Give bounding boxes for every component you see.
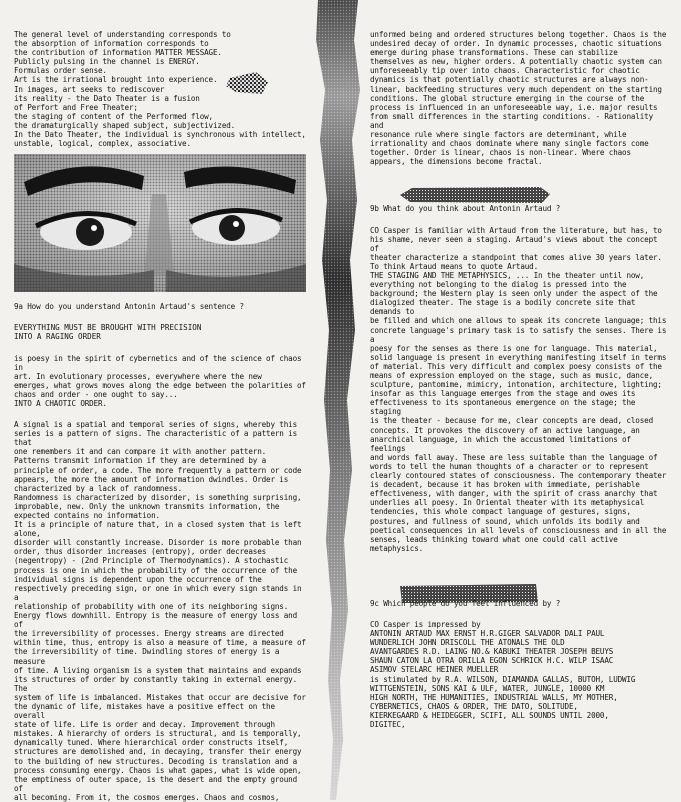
artaud-quote: EVERYTHING MUST BE BROUGHT WITH PRECISION INTO A RAGING ORDER xyxy=(14,323,202,342)
right-column xyxy=(370,30,670,729)
chaos-paragraph: unformed being and ordered structures belong together. Chaos is the undesired decay of order. In dynamic processes, chaotic situations emerge during phase transformations. These can stabilize themselves as new, higher orders. A potentially chaotic system can unforeseeably tip over into chaos. Characteristic for chaotic dynamics is that potentially chaotic structures are always non- linear, backfeeding structures very much dependent on the starting conditions. The global structure emerging in the course of the process is influenced in an unforeseeable way, i.e. major results from small differences in the starting conditions. - Rationality and resonance rule where single factors are determinant, while irrationality and chaos dominate where many single factors come together. Order is linear, chaos is non-linear. Where chaos appears, the dimensions become fractal. xyxy=(370,30,667,167)
influence-names: ANTONIN ARTAUD MAX ERNST H.R.GIGER SALVADOR DALI PAUL WUNDERLICH JOHN DRISCOLL THE ATONALS THE OLD AVANTGARDES R.D. LAING NO.& KABUKI THEATER JOSEPH BEUYS SHAUN CATON LA OTRA ORILLA EGON SCHRICK H.C. WILP ISAAC ASIMOV STELARC HEINER MUELLER xyxy=(370,629,614,675)
answer-9a: is poesy in the spirit of cybernetics and of the science of chaos in art. In evolutionary processes, everywhere where the new emerges, what grows moves along the edge between the polarities of chaos and order - one ought to say... INTO A CHAOTIC ORDER. xyxy=(14,353,306,408)
torn-paper-strip xyxy=(300,0,376,800)
eyes-photo xyxy=(14,154,306,292)
left-column xyxy=(14,30,306,802)
question-9c: 9c Which people do you feel influenced by ? xyxy=(370,598,561,608)
question-9a: 9a How do you understand Antonin Artaud's sentence ? xyxy=(14,302,244,312)
artaud-paragraph: CO Casper is familiar with Artaud from the literature, but has, to his shame, never seen a staging. Artaud's views about the concept of theater characterize a standpoint that comes alive 30 years later. To think Artaud means to quote Artaud. THE STAGING AND THE METAPHYSICS, ... In the theater until now, everything not belonging to the dialog is pressed into the background; the Western play is seen only under the aspect of the dialogized theater. The stage is a bodily concrete site that demands to be filled and which one allows to speak its concrete language; this concrete language's primary task is to satisfy the senses. There is a poesy for the senses as there is one for language. This material, solid language is present in everything manifesting itself in terms of material. This very difficult and complex poesy consists of the means of expression employed on the stage, such as music, dance, sculpture, pantomime, mimicry, intonation, architecture, lighting; insofar as this language emerges from the stage and owes its effectiveness to its spontaneous emergence on the stage; the staging is the theater - because for me, clear concepts are dead, closed concepts. It provokes the discovery of an active language, an anarchical language, in which the accustomed limitations of feelings and words fall away. These are less suitable than the language of words to tell the human thoughts of a character or to represent clearly contoured states of consciousness. The contemporary theater is decadent, because it has broken with immediate, perishable effectiveness, with danger, with the spirit of crass anarchy that underlies all poesy. In Oriental theater with its metaphysical tendencies, this whole compact language of gestures, signs, postures, and fullness of sound, which unfolds its bodily and poetical consequences in all levels of consciousness and in all the senses, leads thinking toward what one could call active metaphysics. xyxy=(370,225,667,553)
question-9b: 9b What do you think about Antonin Artaud ? xyxy=(370,204,561,214)
intro-paragraph: The general level of understanding corresponds to the absorption of information corresponds to the contribution of information MATTER MESSAGE. Publicly pulsing in the channel is ENERGY. Formulas order sense. Art is the irrational brought into experience. In images, art seeks to rediscover its reality - the Dato Theater is a fusion of Perfort and Free Theater; the staging of content of the Performed flow, the dramaturgically shaped subject, subjectivized. In the Dato Theater, the individual is synchronous with intellect, unstable, logical, complex, associative. xyxy=(14,30,306,149)
influenced-intro: CO Casper is impressed by xyxy=(370,619,481,629)
signal-paragraph: A signal is a spatial and temporal series of signs, whereby this series is a pattern of signs. The characteristic of a pattern is that one remembers it and can compare it with another pattern. Patterns transmit information if they are determined by a principle of order, a code. The more frequently a pattern or code appears, the more the amount of information dwindles. Order is characterized by a lack of randomness. Randomness is characterized by disorder, is something surprising, improbable, new. Only the unknown transmits information, the expected contains no information. It is a principle of nature that, in a closed system that is left alone, disorder will constantly increase. Disorder is more probable than order, thus disorder increases (entropy), order decreases (negentropy) - (2nd Principle of Thermodynamics). A stochastic process is one in which the probability of the occurrence of the individual signs is dependent upon the occurrence of the respectively preceding sign, or one in which every sign stands in a relationship of probability with one of its neighboring signs. Energy flows downhill. Entropy is the measure of energy loss and of the irreversibility of processes. Energy streams are directed within time, thus, entropy is also a measure of time, a measure of the irreversibility of time. Dwindling stores of energy is a measure of time. A living organism is a system that maintains and expands its structures of order by constantly taking in external energy. The system of life is imbalanced. Mistakes that occur are decisive for the dynamic of life, mistakes have a positive effect on the overall state of life. Life is order and decay. Improvement through mistakes. A hierarchy of orders is structural, and is temporally, dynamically tuned. Where hierarchical order constructs itself, structures are demolished and, in decaying, transfer their energy to the building of new structures. Decoding is translation and a process consuming energy. Chaos is what gapes, what is wide open, the emptiness of outer space, is the desert and the empty ground of all becoming. From it, the cosmos emerges. Chaos and cosmos, xyxy=(14,420,306,802)
stimulated-list: is stimulated by R.A. WILSON, DIAMANDA GALLAS, BUTOH, LUDWIG WITTGENSTEIN, SONS KAI & ULF, WATER, JUNGLE, 10000 KM HIGH NORTH, THE HUMANITIES, INDUSTRIAL WALLS, MY MOTHER, CYBERNETICS, CHAOS & ORDER, THE DATO, SOLITUDE, KIERKEGAARD & HEIDEGGER, SCIFI, ALL SOUNDS UNTIL 2000, DIGITEC, xyxy=(370,674,636,729)
